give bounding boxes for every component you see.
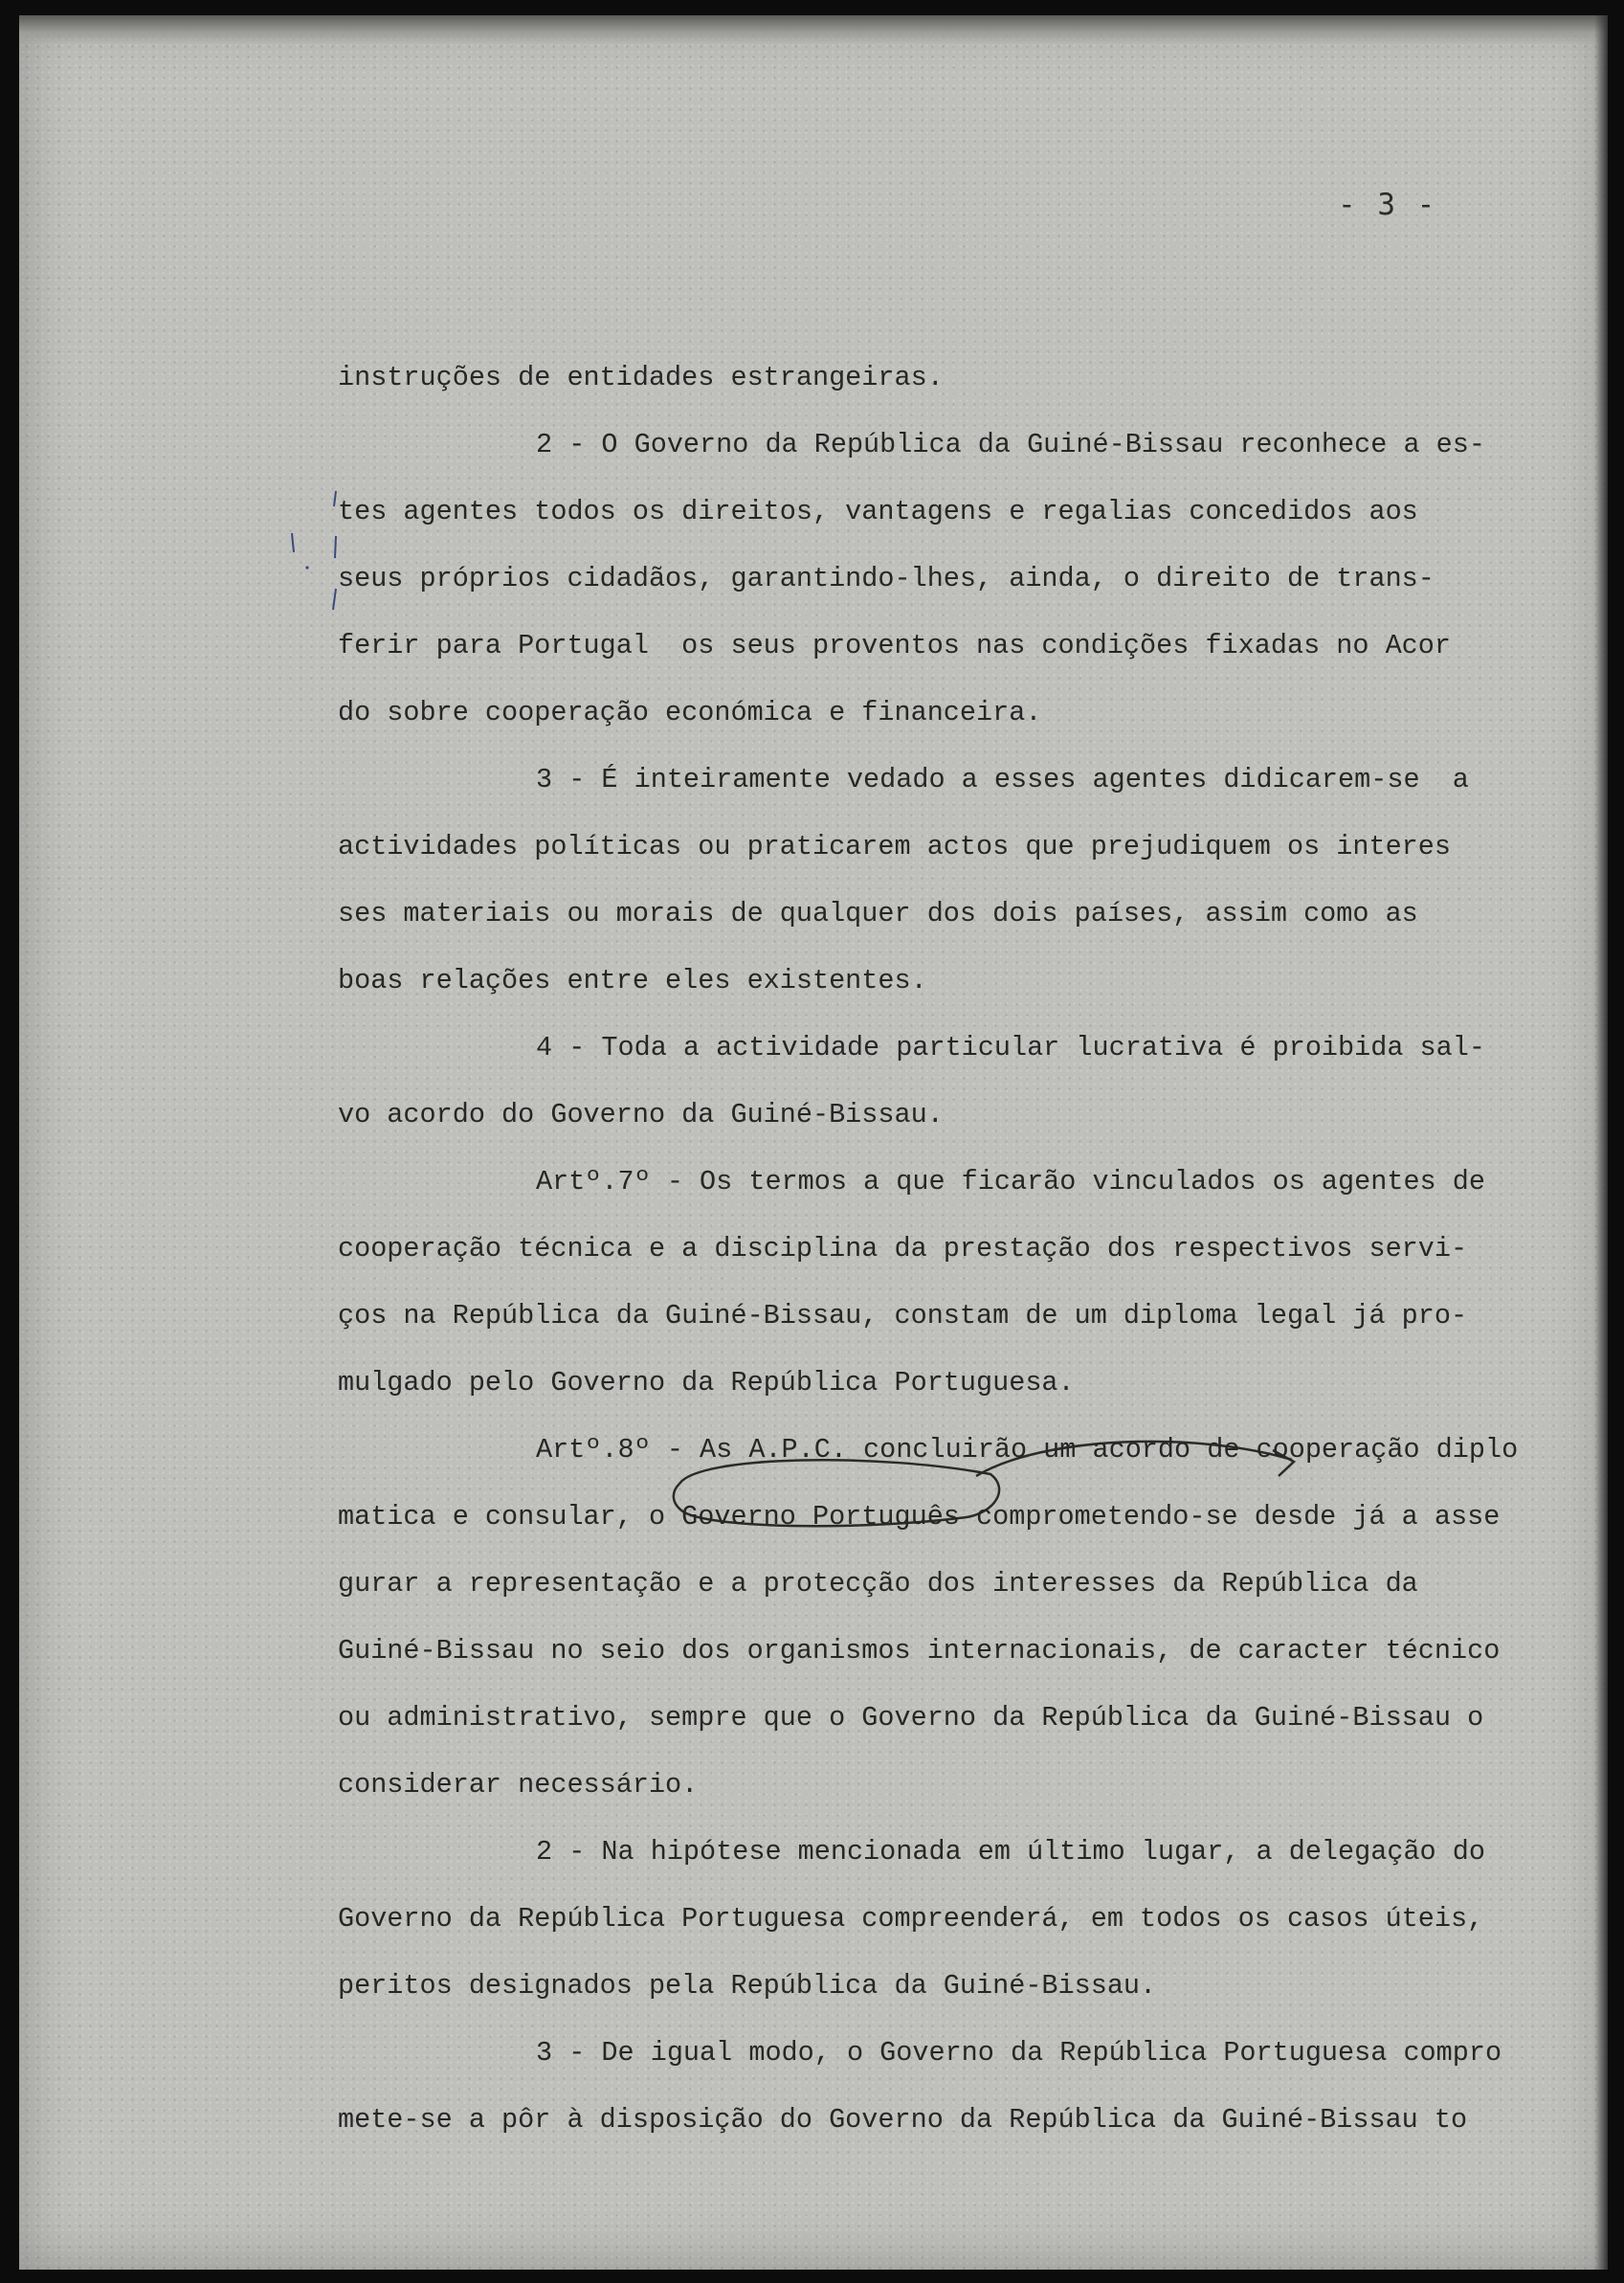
text-line: matica e consular, o Governo Português comprometendo-se desde já a asse bbox=[338, 1501, 1501, 1533]
scan-right-edge bbox=[1594, 15, 1608, 2270]
text-line: do sobre cooperação económica e financeira. bbox=[338, 697, 1042, 728]
text-line: Artº.8º - As A.P.C. concluirão um acordo de cooperação diplo bbox=[536, 1434, 1519, 1466]
text-line: mete-se a pôr à disposição do Governo da República da Guiné-Bissau to bbox=[338, 2104, 1468, 2136]
text-line: boas relações entre eles existentes. bbox=[338, 965, 927, 996]
text-line: actividades políticas ou praticarem actos que prejudiquem os interes bbox=[338, 831, 1451, 862]
text-line: 2 - O Governo da República da Guiné-Bissau reconhece a es- bbox=[536, 429, 1485, 460]
text-line: Artº.7º - Os termos a que ficarão vinculados os agentes de bbox=[536, 1166, 1485, 1197]
text-line: cooperação técnica e a disciplina da prestação dos respectivos servi- bbox=[338, 1233, 1468, 1265]
text-line: instruções de entidades estrangeiras. bbox=[338, 362, 944, 393]
text-line: 3 - É inteiramente vedado a esses agentes didicarem-se a bbox=[536, 764, 1469, 795]
text-line: 3 - De igual modo, o Governo da República Portuguesa compro bbox=[536, 2037, 1502, 2069]
text-line: Guiné-Bissau no seio dos organismos internacionais, de caracter técnico bbox=[338, 1635, 1501, 1667]
text-line: ou administrativo, sempre que o Governo da República da Guiné-Bissau o bbox=[338, 1702, 1484, 1734]
scan-top-edge bbox=[19, 15, 1608, 44]
text-line: gurar a representação e a protecção dos interesses da República da bbox=[338, 1568, 1418, 1600]
text-line: vo acordo do Governo da Guiné-Bissau. bbox=[338, 1099, 944, 1130]
text-line: ses materiais ou morais de qualquer dos dois países, assim como as bbox=[338, 898, 1418, 929]
text-line: mulgado pelo Governo da República Portuguesa. bbox=[338, 1367, 1075, 1399]
document-body bbox=[338, 345, 1591, 2154]
text-line: 4 - Toda a actividade particular lucrativa é proibida sal- bbox=[536, 1032, 1485, 1063]
text-line: seus próprios cidadãos, garantindo-lhes, ainda, o direito de trans- bbox=[338, 563, 1435, 594]
text-line: ferir para Portugal os seus proventos nas condições fixadas no Acor bbox=[338, 630, 1451, 661]
text-line: ços na República da Guiné-Bissau, constam de um diploma legal já pro- bbox=[338, 1300, 1468, 1332]
page-number: - 3 - bbox=[1338, 188, 1437, 222]
text-line: Governo da República Portuguesa compreenderá, em todos os casos úteis, bbox=[338, 1903, 1484, 1935]
text-line: peritos designados pela República da Guiné-Bissau. bbox=[338, 1970, 1157, 2002]
text-line: considerar necessário. bbox=[338, 1769, 699, 1801]
text-line: tes agentes todos os direitos, vantagens e regalias concedidos aos bbox=[338, 496, 1418, 527]
margin-pencil-marks bbox=[280, 483, 338, 617]
text-line: 2 - Na hipótese mencionada em último lugar, a delegação do bbox=[536, 1836, 1485, 1868]
